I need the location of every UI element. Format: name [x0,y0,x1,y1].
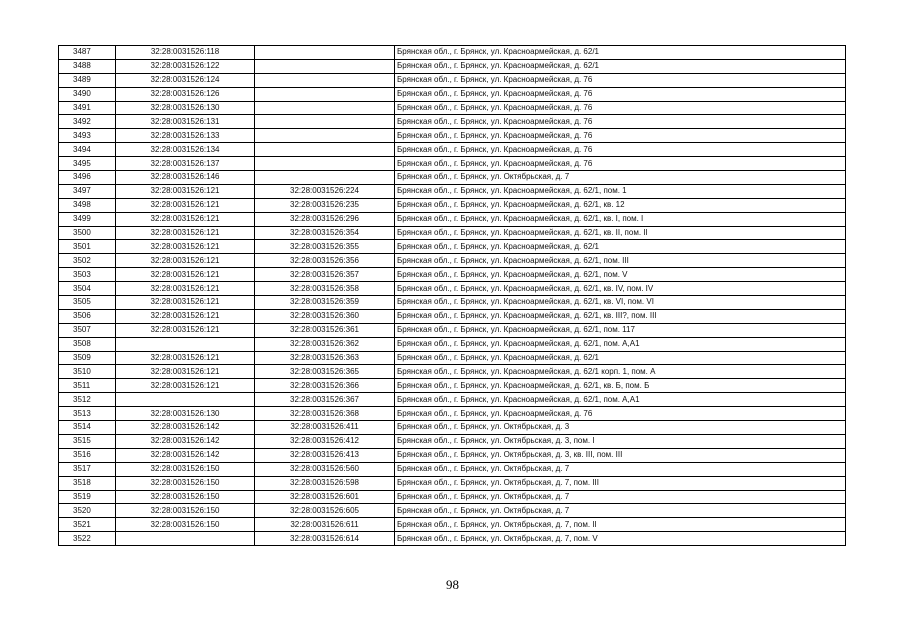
address-cell: Брянская обл., г. Брянск, ул. Красноармейская, д. 62/1, кв. III?, пом. III [395,309,846,323]
address-cell: Брянская обл., г. Брянск, ул. Красноармейская, д. 62/1 [395,240,846,254]
address-cell: Брянская обл., г. Брянск, ул. Красноармейская, д. 76 [395,407,846,421]
table-body [59,46,846,546]
row-number-cell: 3512 [59,393,116,407]
cadastral-number-cell: 32:28:0031526:598 [255,476,395,490]
parent-cadastral-number-cell: 32:28:0031526:142 [116,421,255,435]
cadastral-number-cell: 32:28:0031526:359 [255,296,395,310]
cadastral-number-cell [255,129,395,143]
cadastral-number-cell [255,115,395,129]
parent-cadastral-number-cell [116,337,255,351]
parent-cadastral-number-cell: 32:28:0031526:146 [116,171,255,185]
page-number: 98 [446,577,459,592]
cadastral-number-cell: 32:28:0031526:601 [255,490,395,504]
row-number-cell: 3493 [59,129,116,143]
parent-cadastral-number-cell: 32:28:0031526:130 [116,407,255,421]
table-row [59,268,846,282]
address-cell: Брянская обл., г. Брянск, ул. Красноармейская, д. 62/1, кв. VI, пом. VI [395,296,846,310]
parent-cadastral-number-cell: 32:28:0031526:121 [116,309,255,323]
cadastral-number-cell: 32:28:0031526:361 [255,323,395,337]
row-number-cell: 3499 [59,212,116,226]
cadastral-number-cell: 32:28:0031526:224 [255,184,395,198]
table-row [59,59,846,73]
address-cell: Брянская обл., г. Брянск, ул. Красноармейская, д. 76 [395,115,846,129]
table-row [59,254,846,268]
cadastral-number-cell: 32:28:0031526:235 [255,198,395,212]
address-cell: Брянская обл., г. Брянск, ул. Красноармейская, д. 62/1 [395,46,846,60]
parent-cadastral-number-cell: 32:28:0031526:121 [116,268,255,282]
table-row [59,504,846,518]
table-row [59,393,846,407]
table-row [59,101,846,115]
row-number-cell: 3515 [59,434,116,448]
row-number-cell: 3500 [59,226,116,240]
address-cell: Брянская обл., г. Брянск, ул. Красноармейская, д. 76 [395,157,846,171]
table-row [59,198,846,212]
table-row [59,407,846,421]
parent-cadastral-number-cell: 32:28:0031526:133 [116,129,255,143]
parent-cadastral-number-cell: 32:28:0031526:121 [116,379,255,393]
address-cell: Брянская обл., г. Брянск, ул. Красноармейская, д. 62/1, кв. 12 [395,198,846,212]
address-cell: Брянская обл., г. Брянск, ул. Красноармейская, д. 62/1, пом. 1 [395,184,846,198]
row-number-cell: 3514 [59,421,116,435]
row-number-cell: 3495 [59,157,116,171]
cadastral-number-cell: 32:28:0031526:611 [255,518,395,532]
address-cell: Брянская обл., г. Брянск, ул. Красноармейская, д. 76 [395,129,846,143]
parent-cadastral-number-cell: 32:28:0031526:150 [116,518,255,532]
row-number-cell: 3492 [59,115,116,129]
parent-cadastral-number-cell: 32:28:0031526:134 [116,143,255,157]
cadastral-number-cell [255,73,395,87]
address-cell: Брянская обл., г. Брянск, ул. Октябрьская, д. 7 [395,490,846,504]
row-number-cell: 3507 [59,323,116,337]
cadastral-number-cell [255,157,395,171]
address-cell: Брянская обл., г. Брянск, ул. Октябрьская, д. 7 [395,171,846,185]
parent-cadastral-number-cell: 32:28:0031526:150 [116,504,255,518]
address-cell: Брянская обл., г. Брянск, ул. Октябрьская, д. 3, пом. I [395,434,846,448]
cadastral-number-cell [255,59,395,73]
row-number-cell: 3497 [59,184,116,198]
row-number-cell: 3513 [59,407,116,421]
parent-cadastral-number-cell: 32:28:0031526:126 [116,87,255,101]
parent-cadastral-number-cell: 32:28:0031526:124 [116,73,255,87]
table-row [59,337,846,351]
address-cell: Брянская обл., г. Брянск, ул. Красноармейская, д. 76 [395,143,846,157]
cadastral-number-cell: 32:28:0031526:411 [255,421,395,435]
row-number-cell: 3519 [59,490,116,504]
table-row [59,476,846,490]
table-row [59,115,846,129]
table-row [59,296,846,310]
table-row [59,87,846,101]
address-cell: Брянская обл., г. Брянск, ул. Красноармейская, д. 62/1 корп. 1, пом. А [395,365,846,379]
row-number-cell: 3521 [59,518,116,532]
cadastral-number-cell [255,171,395,185]
table-row [59,448,846,462]
row-number-cell: 3491 [59,101,116,115]
address-cell: Брянская обл., г. Брянск, ул. Октябрьская, д. 7, пом. II [395,518,846,532]
table-row [59,184,846,198]
cadastral-number-cell: 32:28:0031526:560 [255,462,395,476]
row-number-cell: 3496 [59,171,116,185]
address-cell: Брянская обл., г. Брянск, ул. Красноармейская, д. 62/1, пом. V [395,268,846,282]
address-cell: Брянская обл., г. Брянск, ул. Красноармейская, д. 62/1, кв. IV, пом. IV [395,282,846,296]
table-row [59,309,846,323]
row-number-cell: 3517 [59,462,116,476]
address-cell: Брянская обл., г. Брянск, ул. Октябрьская, д. 3, кв. III, пом. III [395,448,846,462]
row-number-cell: 3490 [59,87,116,101]
parent-cadastral-number-cell: 32:28:0031526:150 [116,476,255,490]
table-row [59,129,846,143]
cadastral-number-cell: 32:28:0031526:356 [255,254,395,268]
parent-cadastral-number-cell: 32:28:0031526:121 [116,240,255,254]
row-number-cell: 3505 [59,296,116,310]
row-number-cell: 3501 [59,240,116,254]
row-number-cell: 3503 [59,268,116,282]
table-row [59,351,846,365]
address-cell: Брянская обл., г. Брянск, ул. Красноармейская, д. 76 [395,73,846,87]
parent-cadastral-number-cell: 32:28:0031526:121 [116,198,255,212]
cadastral-number-cell: 32:28:0031526:354 [255,226,395,240]
address-cell: Брянская обл., г. Брянск, ул. Октябрьская, д. 3 [395,421,846,435]
table-row [59,532,846,546]
row-number-cell: 3510 [59,365,116,379]
parent-cadastral-number-cell [116,532,255,546]
address-cell: Брянская обл., г. Брянск, ул. Красноармейская, д. 62/1, кв. I, пом. I [395,212,846,226]
address-cell: Брянская обл., г. Брянск, ул. Октябрьская, д. 7, пом. V [395,532,846,546]
address-cell: Брянская обл., г. Брянск, ул. Красноармейская, д. 62/1 [395,351,846,365]
cadastral-number-cell: 32:28:0031526:368 [255,407,395,421]
table-row [59,73,846,87]
cadastral-number-cell: 32:28:0031526:357 [255,268,395,282]
cadastral-number-cell: 32:28:0031526:360 [255,309,395,323]
parent-cadastral-number-cell: 32:28:0031526:122 [116,59,255,73]
table-row [59,462,846,476]
cadastral-number-cell [255,143,395,157]
address-cell: Брянская обл., г. Брянск, ул. Октябрьская, д. 7 [395,504,846,518]
parent-cadastral-number-cell: 32:28:0031526:121 [116,212,255,226]
cadastral-number-cell [255,101,395,115]
table-row [59,365,846,379]
row-number-cell: 3494 [59,143,116,157]
parent-cadastral-number-cell: 32:28:0031526:121 [116,254,255,268]
row-number-cell: 3522 [59,532,116,546]
row-number-cell: 3511 [59,379,116,393]
cadastral-number-cell: 32:28:0031526:605 [255,504,395,518]
parent-cadastral-number-cell: 32:28:0031526:121 [116,351,255,365]
table-row [59,157,846,171]
parent-cadastral-number-cell: 32:28:0031526:150 [116,490,255,504]
table-row [59,212,846,226]
table-row [59,518,846,532]
address-cell: Брянская обл., г. Брянск, ул. Красноармейская, д. 62/1, пом. III [395,254,846,268]
cadastral-number-cell: 32:28:0031526:412 [255,434,395,448]
parent-cadastral-number-cell [116,393,255,407]
address-cell: Брянская обл., г. Брянск, ул. Красноармейская, д. 62/1, кв. Б, пом. Б [395,379,846,393]
table-row [59,240,846,254]
parent-cadastral-number-cell: 32:28:0031526:131 [116,115,255,129]
row-number-cell: 3506 [59,309,116,323]
row-number-cell: 3502 [59,254,116,268]
table-row [59,434,846,448]
row-number-cell: 3489 [59,73,116,87]
address-cell: Брянская обл., г. Брянск, ул. Красноармейская, д. 62/1, пом. 117 [395,323,846,337]
row-number-cell: 3504 [59,282,116,296]
row-number-cell: 3520 [59,504,116,518]
parent-cadastral-number-cell: 32:28:0031526:121 [116,323,255,337]
cadastral-number-cell: 32:28:0031526:363 [255,351,395,365]
parent-cadastral-number-cell: 32:28:0031526:150 [116,462,255,476]
table-row [59,421,846,435]
cadastral-table [58,45,846,546]
table-row [59,46,846,60]
table-row [59,323,846,337]
address-cell: Брянская обл., г. Брянск, ул. Красноармейская, д. 62/1, кв. II, пом. II [395,226,846,240]
parent-cadastral-number-cell: 32:28:0031526:121 [116,184,255,198]
cadastral-number-cell: 32:28:0031526:362 [255,337,395,351]
cadastral-number-cell: 32:28:0031526:366 [255,379,395,393]
table-row [59,379,846,393]
cadastral-number-cell: 32:28:0031526:358 [255,282,395,296]
row-number-cell: 3508 [59,337,116,351]
row-number-cell: 3498 [59,198,116,212]
parent-cadastral-number-cell: 32:28:0031526:121 [116,296,255,310]
cadastral-number-cell: 32:28:0031526:365 [255,365,395,379]
table-row [59,226,846,240]
cadastral-number-cell [255,46,395,60]
cadastral-number-cell: 32:28:0031526:355 [255,240,395,254]
parent-cadastral-number-cell: 32:28:0031526:118 [116,46,255,60]
address-cell: Брянская обл., г. Брянск, ул. Красноармейская, д. 62/1 [395,59,846,73]
cadastral-number-cell: 32:28:0031526:296 [255,212,395,226]
address-cell: Брянская обл., г. Брянск, ул. Красноармейская, д. 76 [395,87,846,101]
parent-cadastral-number-cell: 32:28:0031526:130 [116,101,255,115]
cadastral-number-cell: 32:28:0031526:367 [255,393,395,407]
table-row [59,282,846,296]
address-cell: Брянская обл., г. Брянск, ул. Красноармейская, д. 62/1, пом. А,А1 [395,337,846,351]
cadastral-number-cell: 32:28:0031526:413 [255,448,395,462]
row-number-cell: 3509 [59,351,116,365]
address-cell: Брянская обл., г. Брянск, ул. Октябрьская, д. 7 [395,462,846,476]
cadastral-number-cell [255,87,395,101]
parent-cadastral-number-cell: 32:28:0031526:142 [116,448,255,462]
address-cell: Брянская обл., г. Брянск, ул. Октябрьская, д. 7, пом. III [395,476,846,490]
parent-cadastral-number-cell: 32:28:0031526:121 [116,226,255,240]
table-row [59,143,846,157]
row-number-cell: 3516 [59,448,116,462]
row-number-cell: 3488 [59,59,116,73]
parent-cadastral-number-cell: 32:28:0031526:137 [116,157,255,171]
table-row [59,171,846,185]
cadastral-number-cell: 32:28:0031526:614 [255,532,395,546]
address-cell: Брянская обл., г. Брянск, ул. Красноармейская, д. 76 [395,101,846,115]
table-row [59,490,846,504]
row-number-cell: 3518 [59,476,116,490]
parent-cadastral-number-cell: 32:28:0031526:121 [116,365,255,379]
address-cell: Брянская обл., г. Брянск, ул. Красноармейская, д. 62/1, пом. А,А1 [395,393,846,407]
row-number-cell: 3487 [59,46,116,60]
parent-cadastral-number-cell: 32:28:0031526:121 [116,282,255,296]
parent-cadastral-number-cell: 32:28:0031526:142 [116,434,255,448]
